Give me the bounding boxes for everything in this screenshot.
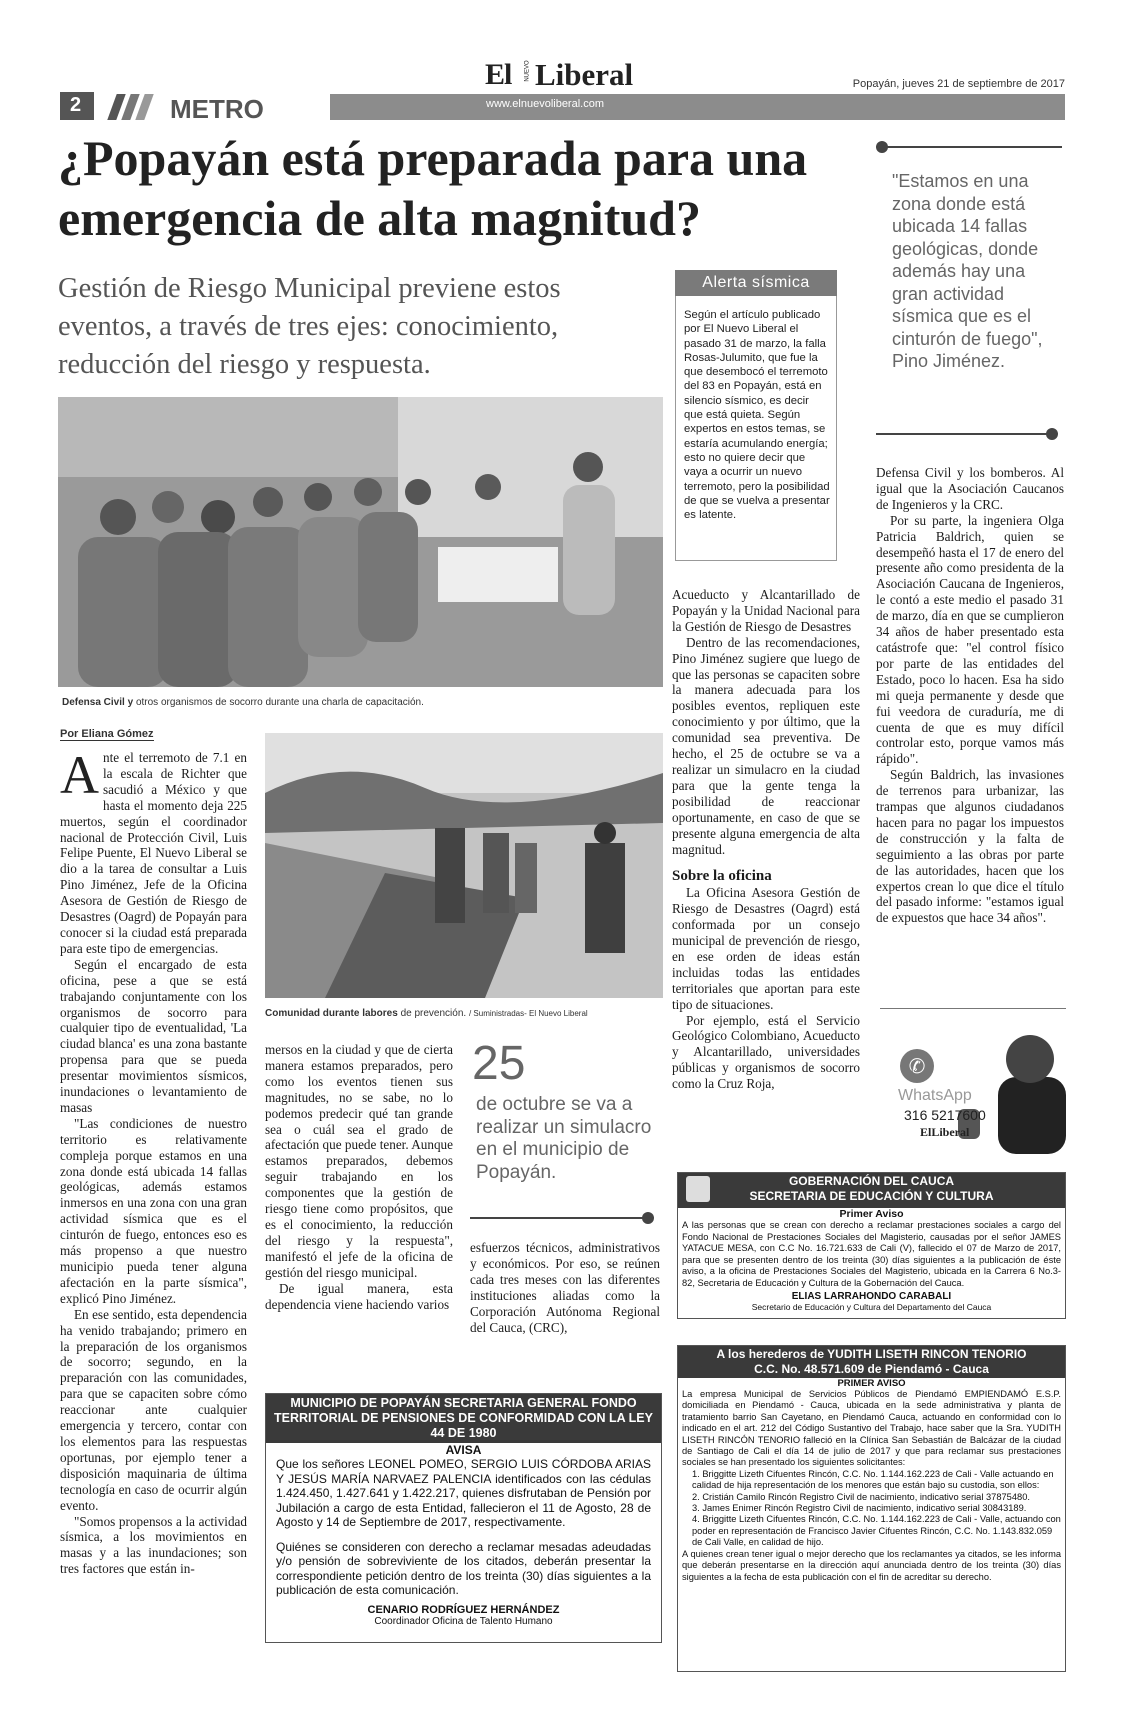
subheadline-line-1: Gestión de Riesgo Municipal previene estos [58,273,561,304]
logo-liberal: Liberal [535,57,634,92]
col3-paragraph-3: La Oficina Asesora Gestión de Riesgo de Desastres (Oagrd) está conformada por un consejo municipal de prevención de riesgo, en ese orden de ideas están incluidas todas las entidades territoriales que aportan para este tipo de situaciones. [672,885,860,1012]
notice-mun-body-1: Que los señores LEONEL POMEO, SERGIO LUIS CÓRDOBA ARIAS Y JESÚS MARÍA NARVAEZ PALENCIA identificados con las cédulas 1.424.450, 1.427.641 y 1.422.217, quienes disfrutaban de Pensión por Jubilación a cargo de esta Entidad, fallecieron el 11 de Agosto, 28 de Agosto y 14 de Septiembre de 2017, respectivamente. [276,1457,651,1529]
page-number-box [60,92,94,120]
quote-rule-bottom [876,433,1051,435]
dateline: Popayán, jueves 21 de septiembre de 2017 [852,78,1065,90]
notice-her-body: La empresa Municipal de Servicios Públicos de Piendamó EMPIENDAMÓ E.S.P. domiciliada en Piendamó - Cauca, ubicada en la sede administrativa y planta de tratamiento barrio San Cayetano, en Piendamó Cauca, actuando en conformidad con lo indicado en el art. 212 del Código Sustantivo del Trabajo, hace saber que la Sra. YUDITH LISETH RINCÓN TENORIO falleció en la Clínica San Sebastián de Balcázar de la ciudad de Santiago de Cali el día 14 de julio de 2017 y que para reclamar sus prestaciones sociales se han presentado los siguientes solicitantes: [682,1389,1061,1468]
headline [58,128,878,248]
notice-mun-body-2: Quiénes se consideren con derecho a reclamar mesadas adeudadas y/o pensión de sobreviviente de los citados, deberán presentar la correspondiente petición dentro de los treinta (30) días siguientes a la publicación de esta comunicación. [276,1539,651,1597]
whatsapp-number: 316 5217600 [904,1107,986,1123]
photo-community-illustration [265,733,663,998]
photo-training-session [58,397,663,687]
notice-her-item-2: 2. Cristián Camilo Rincón Registro Civil de nacimiento, indicativo serial 37875480. [692,1491,1030,1502]
whatsapp-ad [880,1008,1066,1154]
pull-quote [876,140,1066,460]
highlight-dot [642,1212,654,1224]
column-3 [672,587,860,1092]
notice-mun-signer: CENARIO RODRÍGUEZ HERNÁNDEZ [367,1603,560,1616]
notice-gobernacion [677,1172,1066,1319]
highlight-rule [470,1217,648,1219]
notice-her-item-1: 1. Briggitte Lizeth Cifuentes Rincón, C.C. No. 1.144.162.223 de Cali - Valle actuando en calidad de hija representación de los menores que están bajo su custodia, son ellos: [692,1468,1054,1491]
notice-her-item-3: 3. James Enimer Rincón Registro Civil de nacimiento, indicativo serial 30843189. [692,1503,1027,1514]
col4-paragraph-2: Por su parte, la ingeniera Olga Patricia Baldrich, quien se desempeñó hasta el 17 de enero del presente año como presidenta de la Asociación Caucana de Ingenieros, le contó a este medio el pasado 31 de marzo, día en que se cumplieron 34 años de haber presentado esta catástrofe que: "el control físico por parte de las entidades del Estado, poco lo hacen. Esa ha sido mi queja permanente y desde que fui veedora de curaduría, me di cuenta de que es muy difícil controlar esto, porque vamos más rápido". [876,512,1064,767]
photo2-caption-bold: Comunidad durante labores [265,1008,398,1019]
photo1-caption [62,697,662,708]
whatsapp-brand: ElLiberal [920,1125,970,1139]
sidebar-title: Alerta sísmica [675,270,837,296]
notice-her-title-2: C.C. No. 48.571.609 de Piendamó - Cauca [754,1362,989,1376]
whatsapp-icon: ✆ [900,1049,934,1083]
col4-paragraph-3: Según Baldrich, las invasiones de terrenos para urbanizar, las trampas que algunos ciudadanos hacen para no pagar los impuestos de construcción y la falta de seguimiento a las obras por parte de las autoridades, hacen que los expertos crean lo que dice el título del pasado informe: "estamos igual de expuestos que hace 34 años". [876,767,1064,926]
sidebar-alerta [675,270,837,561]
col3-paragraph-1: Acueducto y Alcantarillado de Popayán y la Unidad Nacional para la Gestión de Riesgo de Desastres [672,587,860,634]
logo-nuevo: NUEVO [524,60,531,82]
notice-her-header [678,1346,1065,1378]
column-4 [876,465,1064,926]
notice-municipio [265,1393,662,1643]
notice-gob-signer: ELIAS LARRAHONDO CARABALI [791,1291,952,1302]
col1-paragraph-4: En ese sentido, esta dependencia ha venido trabajando; primero en la preparación de los organismos de socorro; segundo, en la preparación con las comunidades, para que se capaciten sobre cómo reaccionar ante cualquier emergencia y tercero, contar con los elementos para las respuestas oportunas, por ejemplo tener a disposición maquinaria de última tecnología en caso de ocurrir algún evento. [60,1306,247,1513]
col1-paragraph-1: nte el terremoto de 7.1 en la escala de Richter que sacudió a México y que hasta el momento deja 225 muertos, según el coordinador nacional de Protección Civil, Luis Felipe Puente, El Nuevo Liberal se dio a la tarea de consultar a Luis Pino Jiménez, Jefe de la Oficina Asesora de Gestión de Riesgo de Desastres (Oagrd) de Popayán para conocer si la ciudad está preparada para este tipo de emergencias. [60,750,247,956]
column-2b [470,1240,660,1335]
notice-mun-header: MUNICIPIO DE POPAYÁN SECRETARIA GENERAL FONDO TERRITORIAL DE PENSIONES DE CONFORMIDAD CON LA LEY 44 DE 1980 [266,1394,661,1443]
subheadline-line-3: reducción del riesgo y respuesta. [58,349,431,380]
notice-gob-body: A las personas que se crean con derecho a reclamar prestaciones sociales a cargo del Fondo Nacional de Prestaciones Sociales del Magisterio, causadas por el señor JAMES YATACUE MESA, con C.C No. 16.721.633 de Cali (V), fallecido el 07 de Marzo de 2017, para que se presenten dentro de los treinta (30) días siguientes a la publicación de éste aviso, a la oficina de Prestaciones Sociales del Magisterio, ubicada en la Carrera 6 No.3-82, Secretaria de Educación y Cultura de la Gobernación del Cauca. [682,1220,1061,1288]
subheadline-line-2: eventos, a través de tres ejes: conocimiento, [58,311,559,342]
col1-paragraph-2: Según el encargado de esta oficina, pese a que se está trabajando conjuntamente con los organismos de socorro para cualquier tipo de eventualidad, 'La ciudad blanca' es una zona bastante propensa para que se pueda presentar movimientos sísmicos, inundaciones o levantamiento de masas [60,956,247,1115]
photo2-credit: / Suministradas- El Nuevo Liberal [468,1009,588,1018]
notice-gob-signer-role: Secretario de Educación y Cultura del Departamento del Cauca [751,1302,992,1312]
photo-community-work [265,733,663,998]
col1-paragraph-5: "Somos propensos a la actividad sísmica, a los movimientos en masas y a las inundaciones; son tres factores que están in- [60,1513,247,1577]
section-stripes [112,92,154,120]
highlight-number: 25 [472,1037,526,1090]
quote-dot-bottom [1046,428,1058,440]
notice-gob-title-2: SECRETARIA DE EDUCACIÓN Y CULTURA [749,1189,994,1203]
col3-paragraph-4: Por ejemplo, está el Servicio Geológico Colombiano, Acueducto y Alcantarillado, universidades públicas y organismos de socorro como la Cruz Roja, [672,1012,860,1092]
col3-paragraph-2: Dentro de las recomendaciones, Pino Jiménez sugiere que luego de que las personas se capaciten sobre la manera adecuada para los posibles eventos, repliquen este conocimiento y por último, que la comunidad sea preventiva. De hecho, el 25 de octubre se va a realizar un simulacro en la ciudad para que la gente tenga la posibilidad de reaccionar oportunamente, en caso de que se presente alguna emergencia de alta magnitud. [672,634,860,857]
sidebar-text: Según el artículo publicado por El Nuevo Liberal el pasado 31 de marzo, la falla Rosas-Julumito, que fue la que desembocó el terremoto del 83 en Popayán, está en silencio sísmico, es decir que está quieta. Según expertos en estos temas, se estaría acumulando energía; esto no quiere decir que vaya a ocurrir un nuevo terremoto, pero la posibilidad de que se vuelva a presentar es latente. [684,309,830,522]
page-header [60,58,1065,122]
quote-dot-top [876,141,888,153]
header-band [330,94,1065,120]
headline-line-2: emergencia de alta magnitud? [58,190,701,246]
whatsapp-ad-art [880,1017,1066,1154]
notice-her-footer: A quienes crean tener igual o mejor derecho que los reclamantes ya citados, se les informa que deberán presentarse en la dirección aquí anunciada dentro de los treinta (30) días siguientes a la fecha de esta publicación con el fin de acreditar su derecho. [682,1548,1061,1582]
seal-icon [686,1176,710,1202]
column-1 [60,745,247,1577]
col2-paragraph-2: De igual manera, esta dependencia viene haciendo varios [265,1280,453,1312]
logo-el: El [485,58,512,91]
byline: Por Eliana Gómez [60,728,154,740]
notice-mun-signer-role: Coordinador Oficina de Talento Humano [374,1615,553,1627]
photo1-caption-text: otros organismos de socorro durante una charla de capacitación. [135,697,424,708]
col1-paragraph-3: "Las condiciones de nuestro territorio es relativamente compleja porque estamos en una zona donde está ubicada 14 fallas geológicas, además estamos inmersos en una zona con una gran actividad sísmica que es el cinturón de fuego, entonces eso es más propenso a que nuestro municipio pueda tener alguna afectación en la parte sísmica", explicó Pino Jiménez. [60,1115,247,1306]
highlight-text: de octubre se va a realizar un simulacro en el municipio de Popayán. [476,1094,652,1183]
photo2-caption [265,1008,665,1019]
quote-text: "Estamos en una zona donde está ubicada 14 fallas geológicas, donde además hay una gran actividad sísmica que es el cinturón de fuego", Pino Jiménez. [892,171,1043,371]
notice-gob-subtitle: Primer Aviso [839,1208,904,1220]
notice-gob-title-1: GOBERNACIÓN DEL CAUCA [788,1174,955,1188]
highlight-box [470,1037,662,1215]
notice-herederos [677,1345,1066,1672]
masthead-logo [485,58,705,92]
headline-line-1: ¿Popayán está preparada para una [58,130,808,186]
col3-bottom-paragraph: esfuerzos técnicos, administrativos y económicos. Por eso, se reúnen cada tres meses con las diferentes instituciones aliadas como la Corporación Autónoma Regional del Cauca, (CRC), [470,1240,660,1335]
notice-gob-header [678,1173,1065,1208]
whatsapp-label: WhatsApp [898,1087,972,1104]
photo2-caption-text: de prevención. [400,1008,467,1019]
quote-rule-top [882,146,1062,148]
section-name: METRO [170,94,264,124]
subheadline [58,270,678,384]
subhead-oficina: Sobre la oficina [672,868,772,885]
notice-her-subtitle: PRIMER AVISO [837,1378,906,1389]
photo1-caption-bold: Defensa Civil y [62,697,134,708]
notice-mun-subtitle: AVISA [445,1443,482,1457]
col2-paragraph-1: mersos en la ciudad y que de cierta manera estamos preparados, pero como los eventos tienen sus magnitudes, no se sabe, no lo podemos predecir qué tan grande sea o cuál sea el grado de afectación que puede tener. Aunque estamos preparados, debemos seguir trabajando en los componentes que la gestión de riesgo tiene como propósitos, que es el conocimiento, la reducción del riesgo y la respuesta", manifestó el jefe de la oficina de gestión del riesgo municipal. [265,1042,453,1280]
column-2 [265,1042,453,1312]
notice-her-item-4: 4. Briggitte Lizeth Cifuentes Rincón, C.C. No. 1.144.162.223 de Cali - Valle, actuando con poder en representación de Francisco Javier Cifuentes Rincón, C.C. No. 1.143.832.059 de Cali Valle, en calidad de hijo. [692,1514,1061,1548]
photo-training-illustration [58,397,663,687]
notice-her-title-1: A los herederos de YUDITH LISETH RINCON TENORIO [716,1347,1027,1361]
page-number: 2 [70,94,82,116]
col4-paragraph-1: Defensa Civil y los bomberos. Al igual que la Asociación Caucanos de Ingenieros y la CRC. [876,465,1064,512]
website: www.elnuevoliberal.com [486,98,604,110]
drop-cap: A [60,745,99,805]
